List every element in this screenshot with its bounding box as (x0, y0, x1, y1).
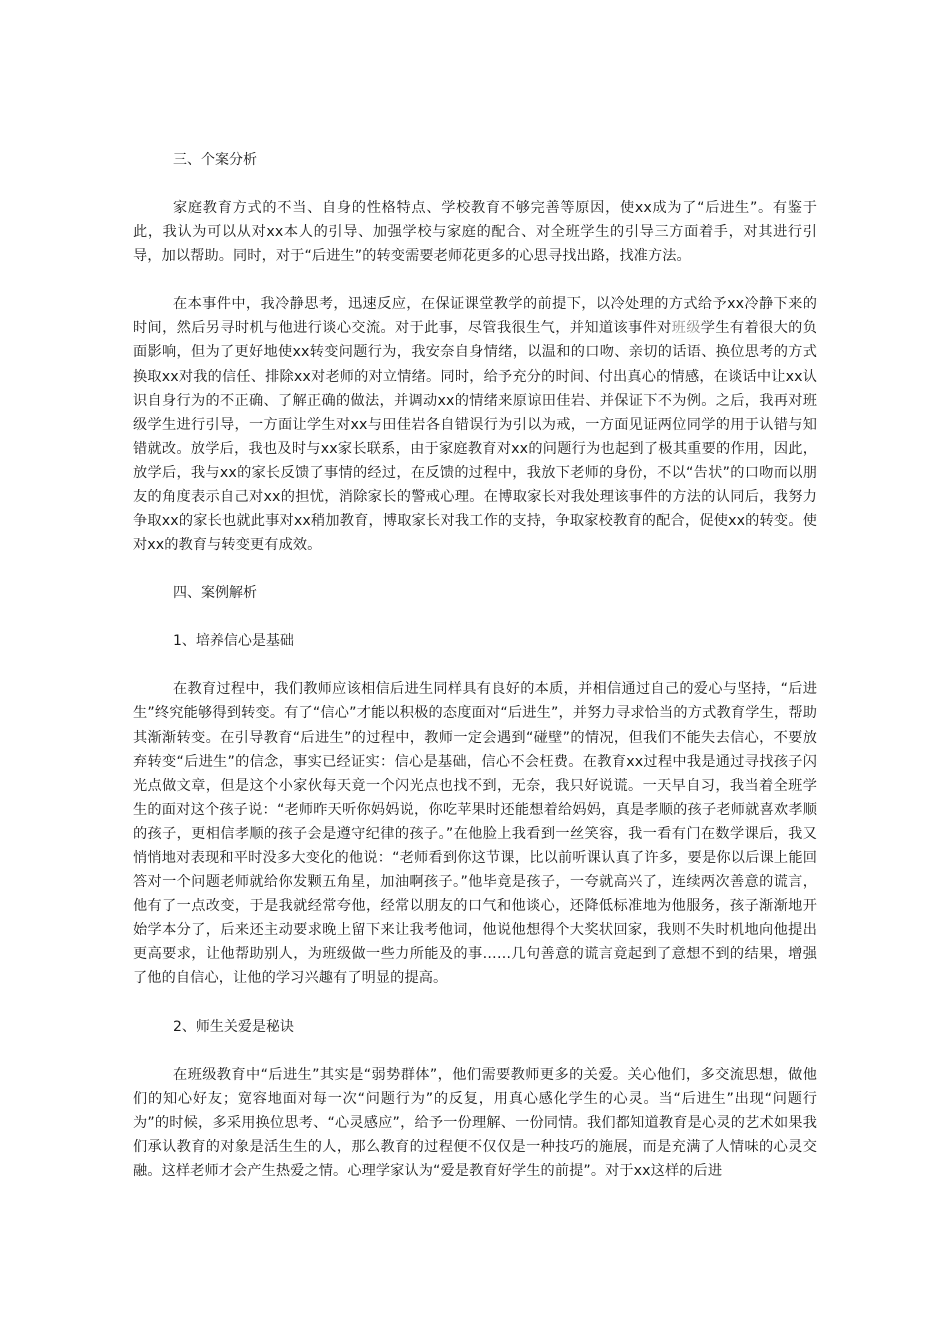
paragraph-2-text-a: 在本事件中，我冷静思考，迅速反应，在保证课堂教学的前提下，以冷处理的方式给予xx冷静下来的时间，然后另寻时机与他进行谈心交流。对于此事，尽管我很生气，并知道该事件对 (133, 296, 817, 337)
document-page (133, 148, 817, 1207)
section-4-heading: 四、案例解析 (173, 585, 257, 602)
subsection-2-heading: 2、师生关爱是秘诀 (173, 1018, 294, 1035)
paragraph-2-text-b: 学生有着很大的负面影响，但为了更好地使xx转变问题行为，我安奈自身情绪，以温和的口吻、亲切的话语、换位思考的方式换取xx对我的信任、排除xx对老师的对立情绪。同时，给予充分的时间、付出真心的情感，在谈话中让xx认识自身行为的不正确、了解正确的做法，并调动xx的情绪来原谅田佳岩、并保证下不为例。之后，我再对班级学生进行引导，一方面让学生对xx与田佳岩各自错误行为引以为戒，一方面见证两位同学的用于认错与知错就改。放学后，我也及时与xx家长联系，由于家庭教育对xx的问题行为也起到了极其重要的作用，因此，放学后，我与xx的家长反馈了事情的经过，在反馈的过程中，我放下老师的身份，不以“告状”的口吻而以朋友的角度表示自己对xx的担忧，消除家长的警戒心理。在博取家长对我处理该事件的方法的认同后，我努力争取xx的家长也就此事对xx稍加教育，博取家长对我工作的支持，争取家校教育的配合，促使xx的转变。使对xx的教育与转变更有成效。 (133, 320, 817, 554)
section-3-heading: 三、个案分析 (173, 152, 257, 168)
subsection-1-heading: 1、培养信心是基础 (173, 633, 294, 650)
paragraph-4: 在班级教育中“后进生”其实是“弱势群体”，他们需要教师更多的关爱。关心他们，多交流思想，做他们的知心好友；宽容地面对每一次“问题行为”的反复，用真心感化学生的心灵。当“后进生”出现“问题行为”的时候，多采用换位思考、“心灵感应”，给予一份理解、一份同情。我们都知道教育是心灵的艺术如果我们承认教育的对象是活生生的人，那么教育的过程便不仅仅是一种技巧的施展，而是充满了人情味的心灵交融。这样老师才会产生热爱之情。心理学家认为“爱是教育好学生的前提”。对于xx这样的后进 (133, 1066, 817, 1179)
paragraph-2-highlight: 班级 (671, 320, 701, 337)
paragraph-1: 家庭教育方式的不当、自身的性格特点、学校教育不够完善等原因，使xx成为了“后进生”。有鉴于此，我认为可以从对xx本人的引导、加强学校与家庭的配合、对全班学生的引导三方面着手，对其进行引导，加以帮助。同时，对于“后进生”的转变需要老师花更多的心思寻找出路，找准方法。 (133, 200, 817, 265)
paragraph-3: 在教育过程中，我们教师应该相信后进生同样具有良好的本质，并相信通过自己的爱心与坚持，“后进生”终究能够得到转变。有了“信心”才能以积极的态度面对“后进生”，并努力寻求恰当的方式教育学生，帮助其渐渐转变。在引导教育“后进生”的过程中，教师一定会遇到“碰壁”的情况，但我们不能失去信心，不要放弃转变“后进生”的信念，事实已经证实：信心是基础，信心不会枉费。在教育xx过程中我是通过寻找孩子闪光点做文章，但是这个小家伙每天竟一个闪光点也找不到，无奈，我只好说谎。一天早自习，我当着全班学生的面对这个孩子说：“老师昨天听你妈妈说，你吃苹果时还能想着给妈妈，真是孝顺的孩子老师就喜欢孝顺的孩子，更相信孝顺的孩子会是遵守纪律的孩子。”在他脸上我看到一丝笑容，我一看有门在数学课后，我又悄悄地对表现和平时没多大变化的他说：“老师看到你这节课，比以前听课认真了许多，要是你以后课上能回答对一个问题老师就给你发颗五角星，加油啊孩子。”他毕竟是孩子，一夸就高兴了，连续两次善意的谎言，他有了一点改变，于是我就经常夸他，经常以朋友的口气和他谈心，还降低标准地为他服务，孩子渐渐地开始学本分了，后来还主动要求晚上留下来让我考他词，他说他想得个大奖状回家，我则不失时机地向他提出更高要求，让他帮助别人，为班级做一些力所能及的事……几句善意的谎言竟起到了意想不到的结果，增强了他的自信心，让他的学习兴趣有了明显的提高。 (133, 681, 817, 987)
paragraph-2 (133, 292, 817, 557)
